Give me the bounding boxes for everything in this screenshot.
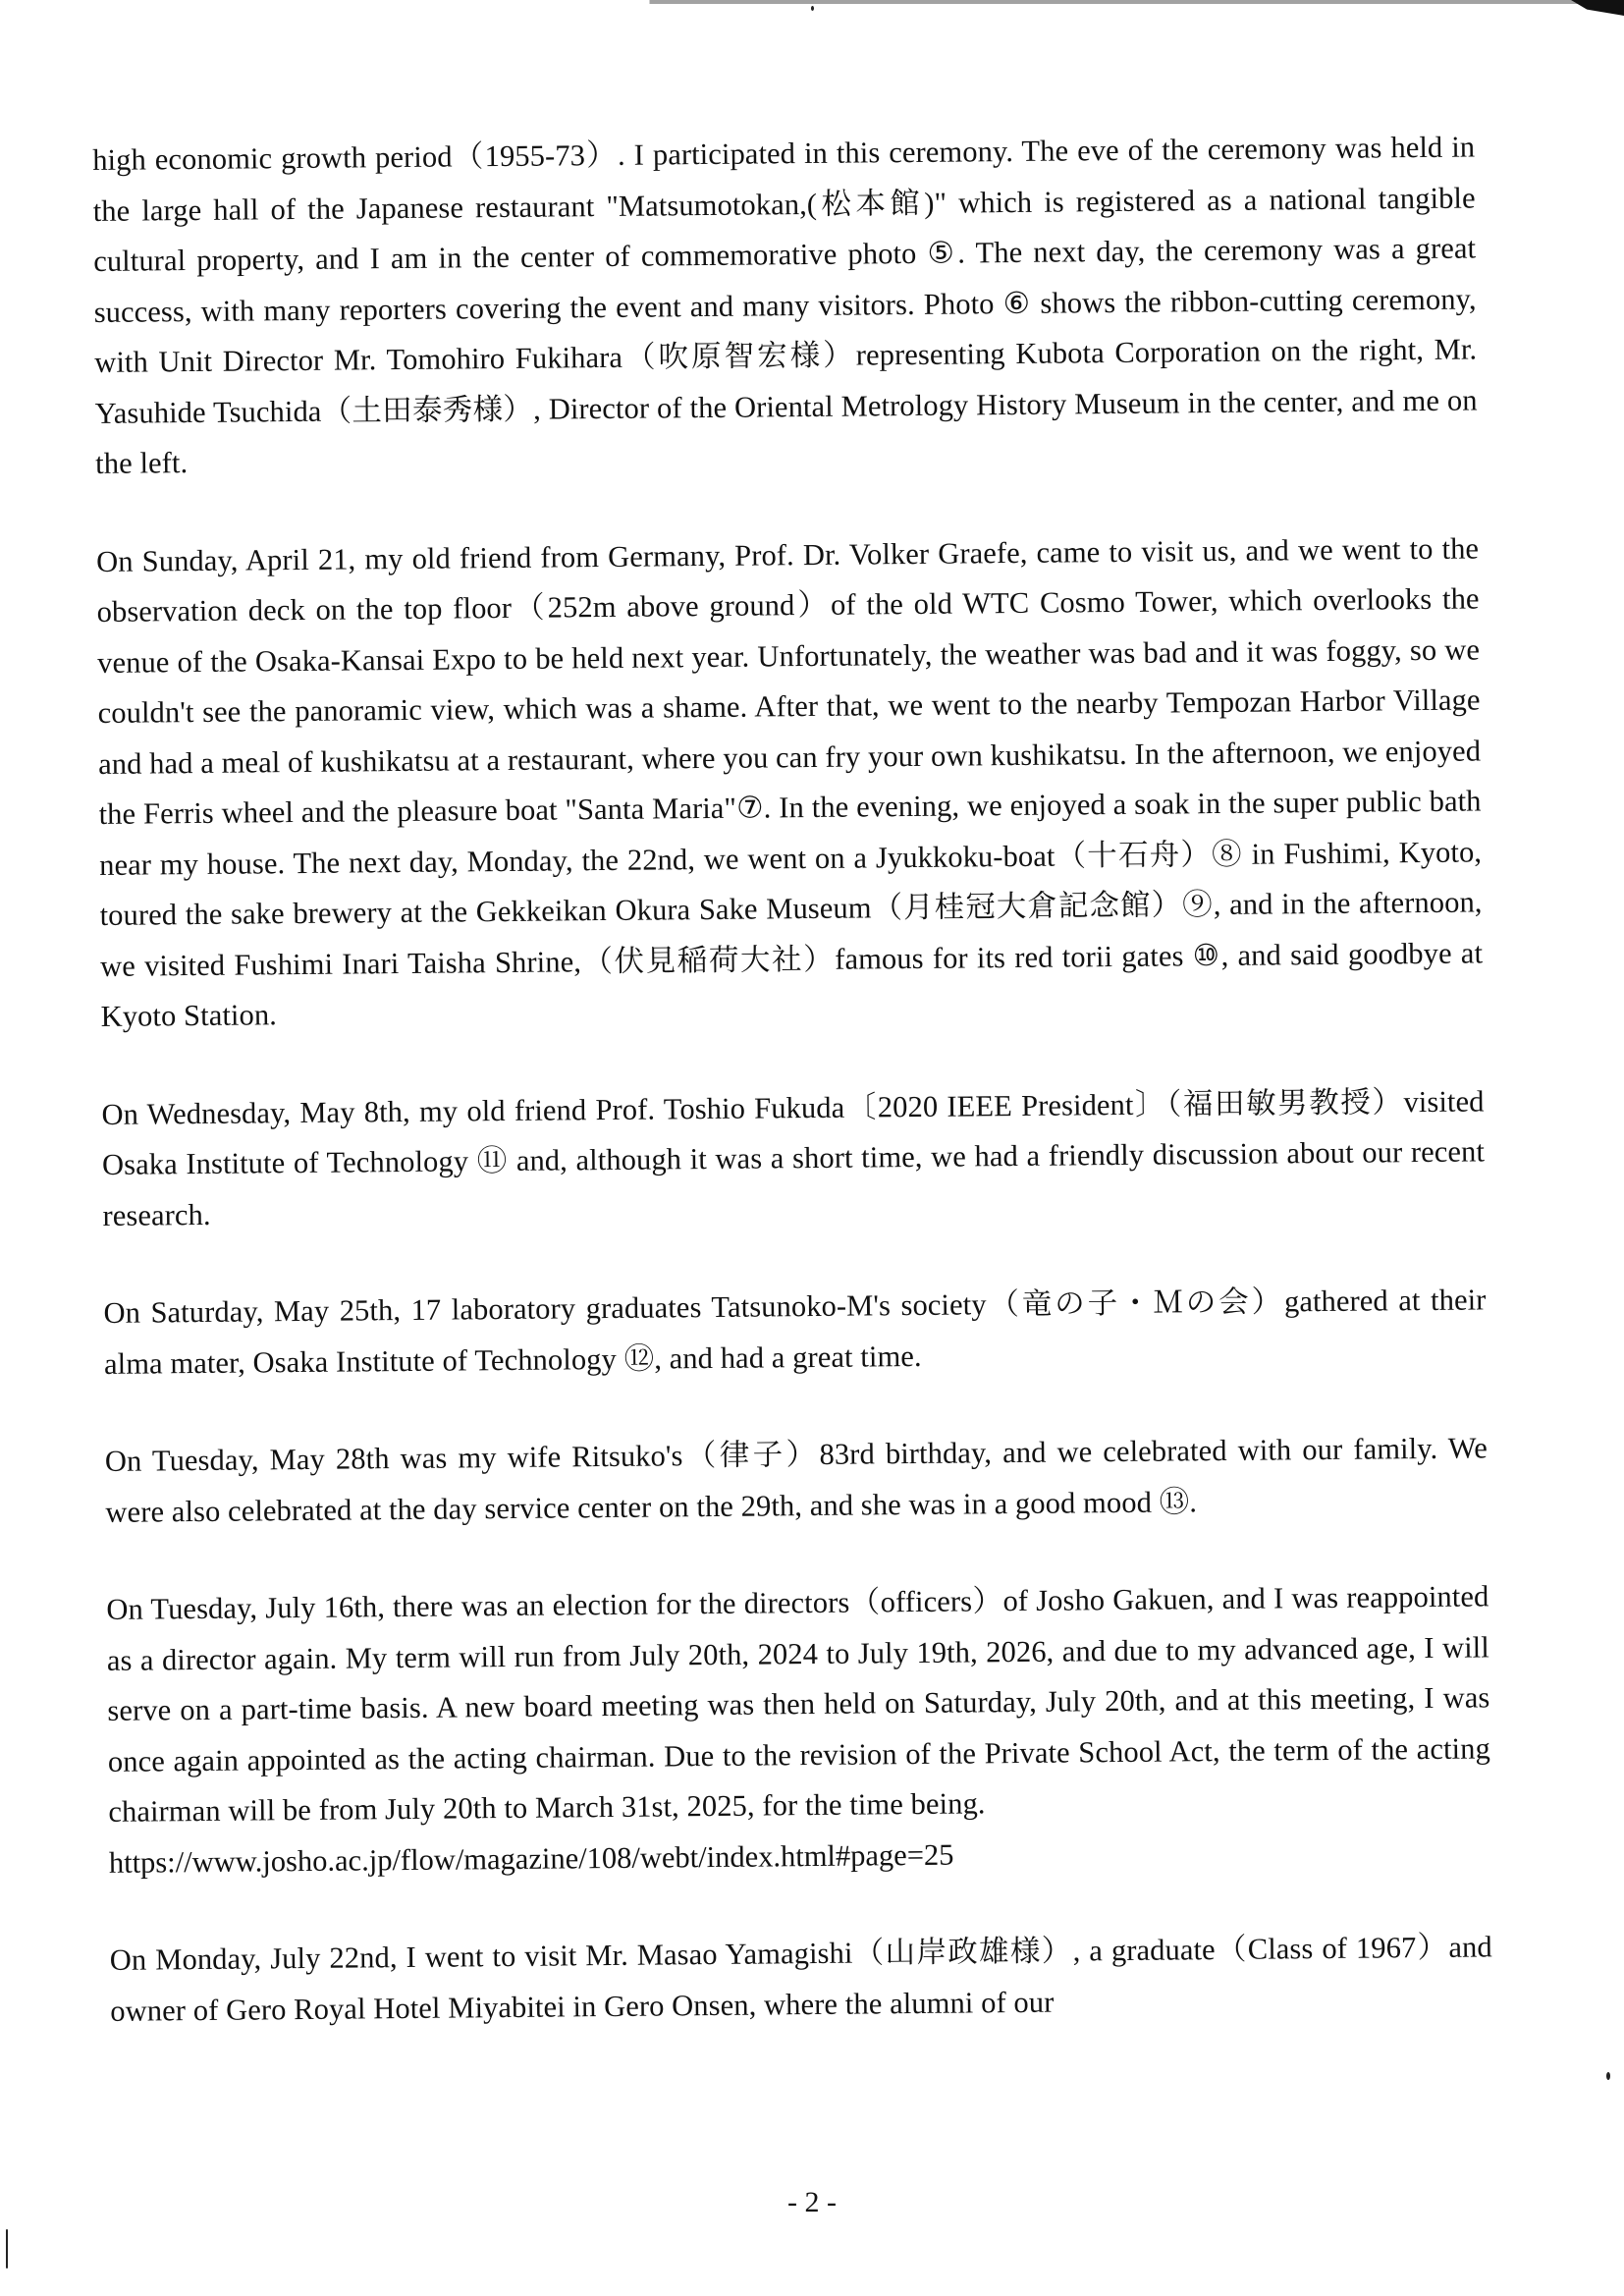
scan-speck	[1606, 2072, 1610, 2080]
scan-speck	[811, 6, 814, 11]
scan-edge	[0, 0, 1624, 4]
paragraph-graefe-visit: On Sunday, April 21, my old friend from Germany, Prof. Dr. Volker Graefe, came to visit us, and we went to the observation deck on the top floor（252m above ground）of the old WTC Cosmo Tower, which overlooks the venue of the Osaka-Kansai Expo to be held next year. Unfortunately, the weather was bad and it was foggy, so we couldn't see the panoramic view, which was a shame. After that, we went to the nearby Tempozan Harbor Village and had a meal of kushikatsu at a restaurant, where you can fry your own kushikatsu. In the afternoon, we enjoyed the Ferris wheel and the pleasure boat "Santa Maria"⑦. In the evening, we enjoyed a soak in the super public bath near my house. The next day, Monday, the 22nd, we went on a Jyukkoku-boat（十石舟）⑧ in Fushimi, Kyoto, toured the sake brewery at the Gekkeikan Okura Sake Museum（月桂冠大倉記念館）⑨, and in the afternoon, we visited Fushimi Inari Taisha Shrine,（伏見稲荷大社）famous for its red torii gates ⑩, and said goodbye at Kyoto Station.	[95, 530, 1484, 1033]
paragraph-election: On Tuesday, July 16th, there was an election for the directors（officers）of Josho Gakuen, and I was reappointed as a director again. My term will run from July 20th, 2024 to July 19th, 2026, and due to my advanced age, I will serve on a part-time basis. A new board meeting was then held on Saturday, July 20th, and at this meeting, I was once again appointed as the acting chairman. Due to the revision of the Private School Act, the term of the acting chairman will be from July 20th to March 31st, 2025, for the time being.	[106, 1579, 1490, 1829]
scan-corner-mark	[1571, 0, 1624, 16]
paragraph-ceremony: high economic growth period（1955-73）. I participated in this ceremony. The eve of the ceremony was held in the large hall of the Japanese restaurant "Matsumotokan,(松本館)" which is registered as a national tangible cultural property, and I am in the center of commemorative photo ⑤. The next day, the ceremony was a great success, with many reporters covering the event and many visitors. Photo ⑥ shows the ribbon-cutting ceremony, with Unit Director Mr. Tomohiro Fukihara（吹原智宏様）representing Kubota Corporation on the right, Mr. Yasuhide Tsuchida（土田泰秀様）, Director of the Oriental Metrology History Museum in the center, and me on the left.	[92, 130, 1478, 480]
magazine-link[interactable]: https://www.josho.ac.jp/flow/magazine/108/webt/index.html#page=25	[108, 1837, 954, 1880]
document-body	[92, 122, 1493, 2083]
scan-speck	[6, 2229, 8, 2269]
paragraph-birthday: On Tuesday, May 28th was my wife Ritsuko's（律子）83rd birthday, and we celebrated with our family. We were also celebrated at the day service center on the 29th, and she was in a good mood ⑬.	[104, 1431, 1489, 1529]
paragraph-tatsunoko-society: On Saturday, May 25th, 17 laboratory graduates Tatsunoko-M's society（竜の子・Ｍの会）gathered at their alma mater, Osaka Institute of Technology ⑫, and had a great time.	[103, 1283, 1487, 1381]
paragraph-yamagishi-visit: On Monday, July 22nd, I went to visit Mr. Masao Yamagishi（山岸政雄様）, a graduate（Class of 1967）and owner of Gero Royal Hotel Miyabitei in Gero Onsen, where the alumni of our	[109, 1930, 1492, 2028]
page-number: - 2 -	[787, 2186, 837, 2218]
paragraph-fukuda-visit: On Wednesday, May 8th, my old friend Prof. Toshio Fukuda〔2020 IEEE President〕（福田敏男教授）visited Osaka Institute of Technology ⑪ and, although it was a short time, we had a friendly discussion about our recent research.	[101, 1083, 1486, 1232]
